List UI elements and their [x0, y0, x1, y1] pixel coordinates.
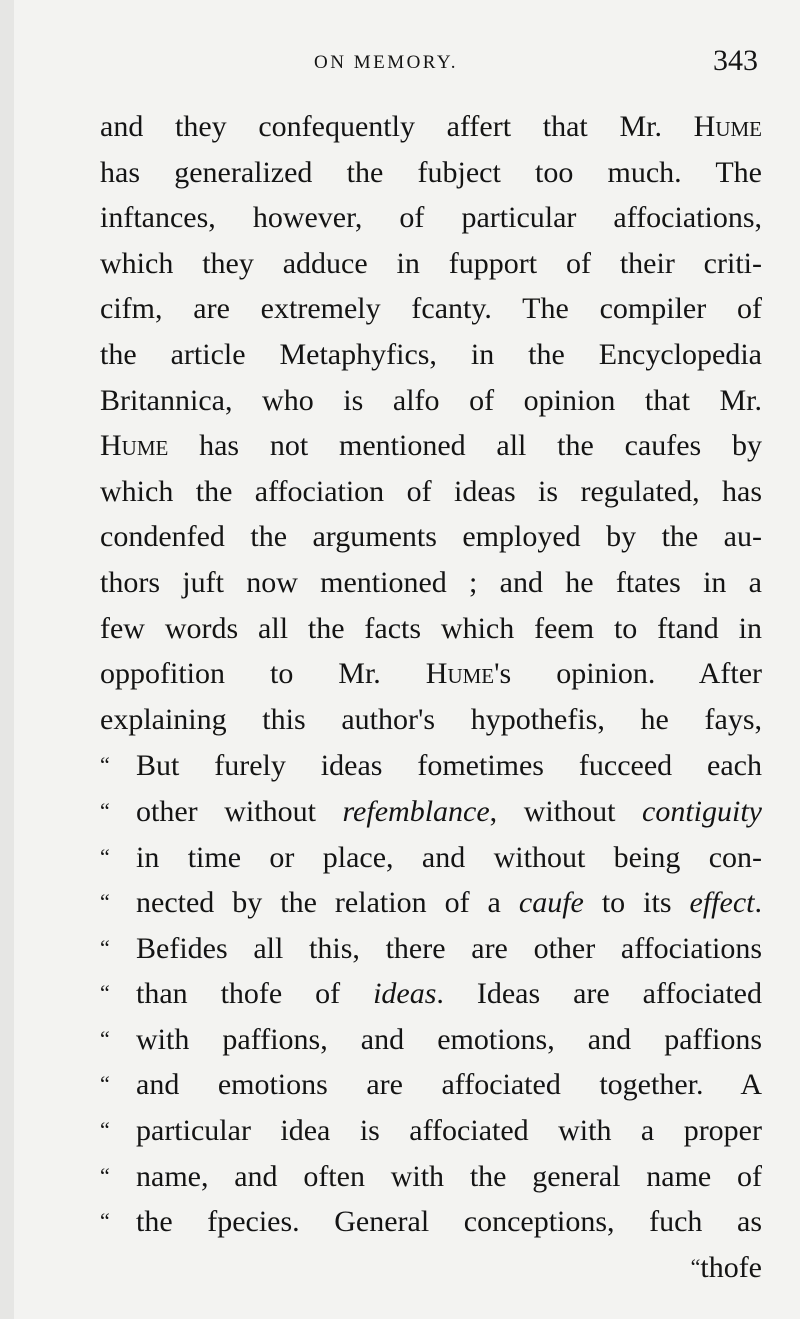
text-line [100, 423, 762, 469]
text-line [100, 925, 762, 971]
text-run: other without [136, 794, 343, 828]
text-line [100, 241, 762, 287]
text-line [100, 879, 762, 925]
text-line [100, 286, 762, 332]
italic-text: contiguity [642, 794, 763, 828]
text-run: the fpecies. General conceptions, fuch as [136, 1205, 762, 1239]
body-text [100, 104, 762, 1289]
text-run: , without [489, 794, 643, 828]
page-header [14, 44, 800, 86]
quote-mark: “ [100, 1117, 110, 1143]
text-line [100, 1016, 762, 1062]
text-run: nected by the relation of a [136, 886, 519, 920]
text-line [100, 104, 762, 150]
text-run: few words all the facts which feem to ftand in [100, 611, 762, 645]
text-line [100, 332, 762, 378]
quote-mark: “ [690, 1253, 701, 1279]
quote-mark: “ [100, 1162, 110, 1188]
text-run: thofe [700, 1250, 762, 1284]
text-line [100, 697, 762, 743]
small-caps-text: Hume [693, 110, 762, 143]
text-line [100, 378, 762, 424]
quote-mark: “ [100, 797, 110, 823]
quote-mark: “ [100, 934, 110, 960]
text-run: name, and often with the general name of [136, 1159, 762, 1193]
quote-mark: “ [100, 752, 110, 778]
italic-text: effect [689, 886, 755, 920]
text-run: cifm, are extremely fcanty. The compiler of [100, 292, 762, 326]
text-line [100, 1244, 762, 1290]
text-run: inftances, however, of particular affociations, [100, 201, 762, 235]
text-run: . Ideas are affociated [436, 977, 762, 1011]
text-line [100, 195, 762, 241]
text-line [100, 970, 762, 1016]
text-run: explaining this author's hypothefis, he fays, [100, 702, 762, 736]
italic-text: ideas [373, 977, 437, 1011]
text-line [100, 834, 762, 880]
text-run: to its [583, 886, 690, 920]
text-run: particular idea is affociated with a proper [136, 1114, 762, 1148]
text-run: Befides all this, there are other affociations [136, 931, 762, 965]
text-run: But furely ideas fometimes fucceed each [136, 749, 762, 783]
quote-mark: “ [100, 1071, 110, 1097]
text-line [100, 742, 762, 788]
text-run: than thofe of [136, 977, 374, 1011]
running-head: ON MEMORY. [314, 52, 458, 73]
text-line [100, 606, 762, 652]
text-run: and emotions are affociated together. A [136, 1068, 762, 1102]
italic-text: refemblance [342, 794, 490, 828]
quote-mark: “ [100, 843, 110, 869]
text-line [100, 469, 762, 515]
quote-mark: “ [100, 980, 110, 1006]
text-line [100, 1061, 762, 1107]
text-run: thors juft now mentioned ; and he ftates in a [100, 565, 762, 599]
text-run: which they adduce in fupport of their criti- [100, 246, 762, 280]
text-run: the article Metaphyfics, in the Encyclopedia [100, 337, 762, 371]
text-line [100, 1153, 762, 1199]
text-line [100, 788, 762, 834]
quote-mark: “ [100, 1025, 110, 1051]
text-run: with paffions, and emotions, and paffions [136, 1022, 762, 1056]
text-line [100, 1107, 762, 1153]
small-caps-text: Hume [100, 429, 169, 463]
text-run: Britannica, who is alfo of opinion that Mr. [100, 383, 762, 417]
text-line [100, 651, 762, 697]
text-line [100, 514, 762, 560]
page-number: 343 [713, 44, 758, 77]
text-line [100, 560, 762, 606]
text-run: condenfed the arguments employed by the au- [100, 520, 762, 554]
text-run: which the affociation of ideas is regulated, has [100, 474, 762, 508]
text-run: has not mentioned all the caufes by [168, 429, 762, 463]
italic-text: caufe [518, 886, 584, 920]
text-run: 's opinion. After [494, 657, 762, 691]
quote-mark: “ [100, 1208, 110, 1234]
text-run: . [754, 886, 762, 920]
text-line [100, 1198, 762, 1244]
quote-mark: “ [100, 889, 110, 915]
text-run: has generalized the fubject too much. The [100, 155, 762, 189]
text-line [100, 150, 762, 196]
text-run: oppofition to Mr. [100, 657, 426, 691]
text-run: and they confequently affert that Mr. [100, 110, 694, 143]
text-run: in time or place, and without being con- [136, 840, 762, 874]
small-caps-text: Hume [425, 657, 495, 691]
